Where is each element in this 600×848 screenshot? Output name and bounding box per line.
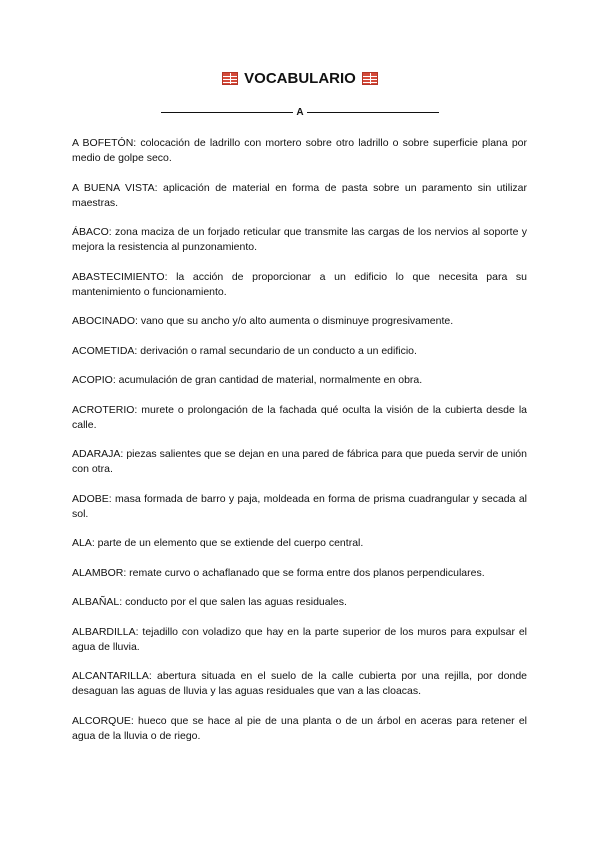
vocabulary-list: [72, 136, 527, 758]
vocabulary-entry: ALBAÑAL: conducto por el que salen las aguas residuales.: [72, 596, 347, 608]
vocabulary-entry: ÁBACO: zona maciza de un forjado reticular que transmite las cargas de los nervios al soporte y mejora la resistencia al punzonamiento.: [72, 226, 527, 253]
vocabulary-entry: ACOMETIDA: derivación o ramal secundario de un conducto a un edificio.: [72, 344, 417, 357]
vocabulary-entry: A BUENA VISTA: aplicación de material en forma de pasta sobre un paramento sin utilizar maestras.: [72, 181, 527, 209]
vocabulary-entry: ACROTERIO: murete o prolongación de la fachada qué oculta la visión de la cubierta desde la calle.: [72, 403, 527, 431]
vocabulary-entry: ABOCINADO: vano que su ancho y/o alto aumenta o disminuye progresivamente.: [72, 315, 454, 327]
divider-line: [307, 112, 439, 113]
vocabulary-entry: ALA: parte de un elemento que se extiende del cuerpo central.: [72, 537, 364, 549]
vocabulary-entry: A BOFETÓN: colocación de ladrillo con mortero sobre otro ladrillo o sobre superficie plana por medio de golpe seco.: [72, 137, 527, 164]
brick-icon: [222, 72, 238, 85]
vocabulary-entry: ABASTECIMIENTO: la acción de proporcionar a un edificio lo que necesita para su mantenimiento o funcionamiento.: [72, 270, 527, 298]
vocabulary-entry: ALCORQUE: hueco que se hace al pie de una planta o de un árbol en aceras para retener el agua de la lluvia o de riego.: [72, 714, 527, 742]
divider-line: [161, 112, 293, 113]
vocabulary-entry: ADARAJA: piezas salientes que se dejan en una pared de fábrica para que pueda servir de unión con otra.: [72, 448, 527, 475]
section-letter: A: [296, 107, 304, 118]
vocabulary-entry: ALAMBOR: remate curvo o achaflanado que se forma entre dos planos perpendiculares.: [72, 566, 485, 579]
brick-icon: [362, 72, 378, 85]
vocabulary-entry: ADOBE: masa formada de barro y paja, moldeada en forma de prisma cuadrangular y secada al sol.: [72, 492, 527, 520]
vocabulary-entry: ALCANTARILLA: abertura situada en el suelo de la calle cubierta por una rejilla, por donde desaguan las aguas de lluvia y las aguas residuales que van a las cloacas.: [72, 670, 527, 697]
vocabulary-entry: ACOPIO: acumulación de gran cantidad de material, normalmente en obra.: [72, 374, 423, 386]
page-title-text: VOCABULARIO: [244, 70, 356, 87]
vocabulary-entry: ALBARDILLA: tejadillo con voladizo que hay en la parte superior de los muros para expulsar el agua de lluvia.: [72, 625, 527, 653]
section-header: [0, 107, 600, 118]
page-title: [0, 70, 600, 87]
